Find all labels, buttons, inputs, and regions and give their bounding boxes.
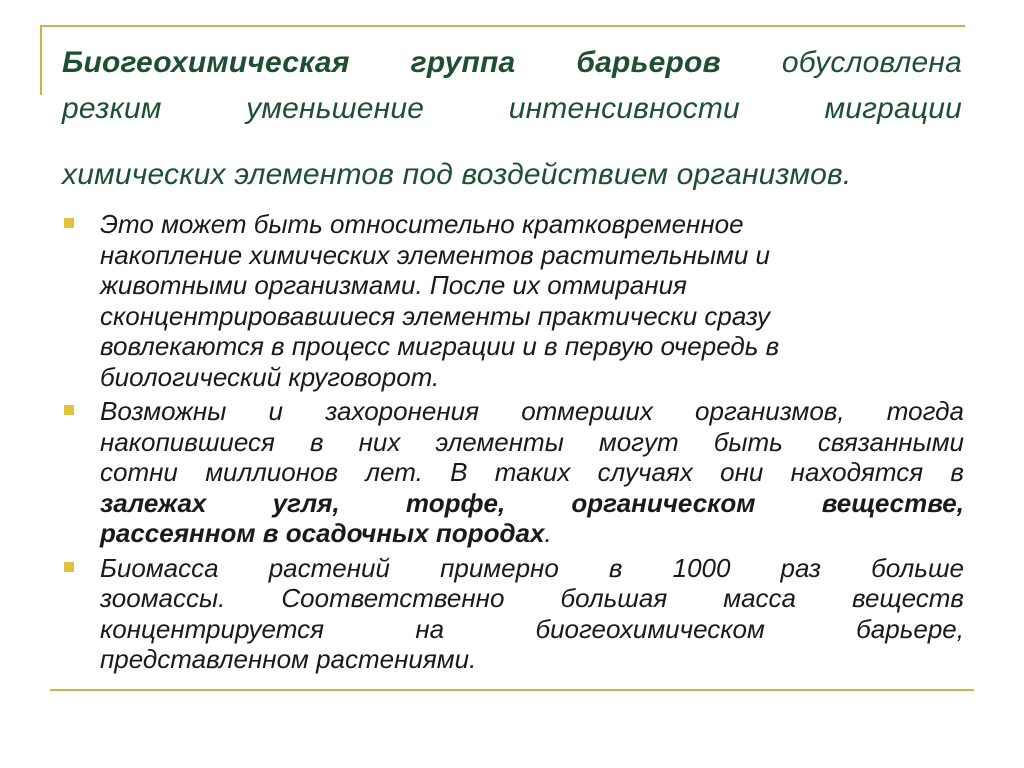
square-bullet-icon xyxy=(64,562,74,572)
bullet-2-line-2: накопившиеся в них элементы могут быть связанными xyxy=(100,426,964,457)
bullet-2-bold-phrase-1: залежах угля, торфе, органическом веществе, xyxy=(100,487,964,518)
bullet-2-line-5 xyxy=(100,518,964,549)
bullet-item-3 xyxy=(62,553,964,675)
bullet-list xyxy=(62,209,964,679)
bullet-2-line-4 xyxy=(100,488,964,519)
bullet-2-line-3: сотни миллионов лет. В таких случаях они находятся в xyxy=(100,457,964,487)
bullet-text-2 xyxy=(100,396,964,549)
bullet-3-line-2: зоомассы. Соответственно большая масса веществ xyxy=(100,583,964,613)
title-line-3: химических элементов под воздействием организмов. xyxy=(62,158,852,191)
top-rule xyxy=(40,25,965,27)
bullet-1-line-3: животными организмами. После их отмирания xyxy=(100,270,687,300)
bullet-1-line-1: Это может быть относительно кратковременное xyxy=(100,209,744,239)
title-bold-phrase: Биогеохимическая группа барьеров xyxy=(62,46,721,79)
square-bullet-icon xyxy=(64,405,74,415)
bullet-1-line-6: биологический круговорот. xyxy=(100,361,440,392)
title-line-2: резким уменьшение интенсивности миграции xyxy=(62,92,962,125)
bullet-3-line-3: концентрируется на биогеохимическом барьере, xyxy=(100,613,964,644)
bullet-item-2 xyxy=(62,396,964,549)
bullet-item-1 xyxy=(62,209,964,392)
bullet-1-line-5: вовлекаются в процесс миграции и в первую очередь в xyxy=(100,331,780,361)
bullet-3-line-4: представленном растениями. xyxy=(100,644,477,674)
bullet-3-line-1: Биомасса растений примерно в 1000 раз больше xyxy=(100,552,964,583)
bottom-rule xyxy=(50,689,974,691)
title-line-1-rest: обусловлена xyxy=(720,46,963,79)
bullet-2-bold-phrase-2: рассеянном в осадочных породах xyxy=(100,518,545,548)
bullet-1-line-4: сконцентрировавшиеся элементы практически сразу xyxy=(100,300,770,331)
bullet-2-period: . xyxy=(544,518,552,548)
bullet-1-line-2: накопление химических элементов растительными и xyxy=(100,239,771,270)
left-rule xyxy=(40,25,42,95)
slide-title xyxy=(62,40,962,198)
bullet-text-3 xyxy=(100,553,964,675)
bullet-text-1 xyxy=(100,209,964,392)
title-line-1 xyxy=(62,40,962,86)
bullet-2-line-1: Возможны и захоронения отмерших организмов, тогда xyxy=(100,396,964,426)
square-bullet-icon xyxy=(64,218,74,228)
